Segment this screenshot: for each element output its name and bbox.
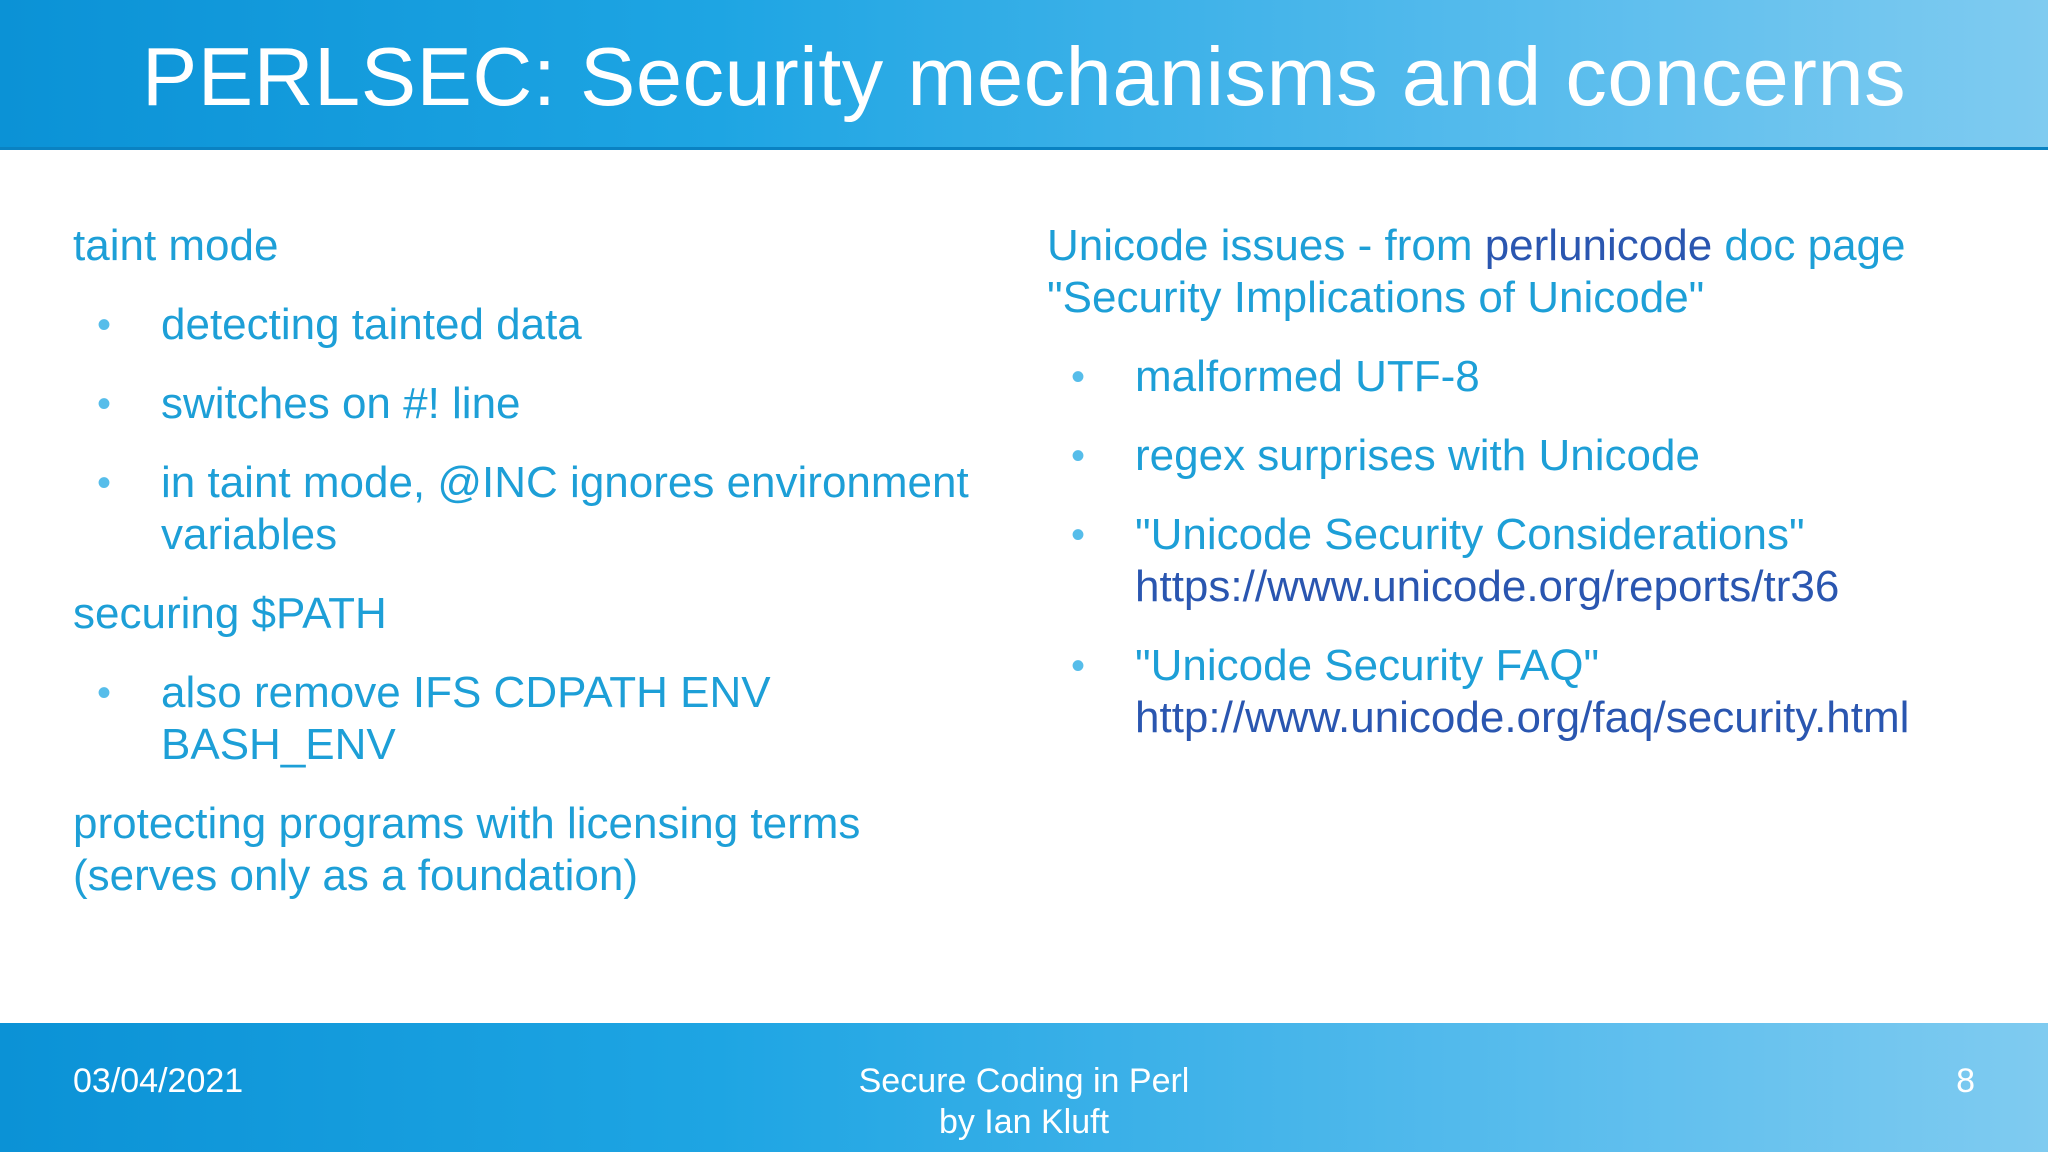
ref1-link[interactable]: https://www.unicode.org/reports/tr36 <box>1135 562 1840 611</box>
securing-path-bullet-list <box>73 667 973 771</box>
bullet-icon: • <box>97 303 112 347</box>
list-item <box>1047 640 2007 744</box>
list-item <box>1047 509 2007 613</box>
perlunicode-link[interactable]: perlunicode <box>1484 221 1713 270</box>
unicode-intro-prefix: Unicode issues - from <box>1047 221 1485 270</box>
footer-date: 03/04/2021 <box>73 1062 244 1100</box>
list-item <box>73 667 973 771</box>
right-column <box>1047 220 2007 771</box>
unicode-bullet-list <box>1047 351 2007 744</box>
unicode-intro <box>1047 220 2007 324</box>
page-number: 8 <box>1956 1062 1975 1100</box>
ref1-title: "Unicode Security Considerations" <box>1135 510 1805 559</box>
ref2-link[interactable]: http://www.unicode.org/faq/security.html <box>1135 693 1910 742</box>
list-item-text: detecting tainted data <box>161 300 582 349</box>
bullet-icon: • <box>1071 513 1086 557</box>
list-item <box>73 378 973 430</box>
list-item <box>1047 351 2007 403</box>
taint-mode-bullet-list <box>73 299 973 561</box>
unicode-intro-suffix: doc page <box>1712 221 1906 270</box>
footer-author: by Ian Kluft <box>938 1103 1110 1141</box>
bullet-icon: • <box>1071 355 1086 399</box>
list-item-text: in taint mode, @INC ignores environment variables <box>161 458 969 559</box>
taint-mode-heading: taint mode <box>73 221 279 270</box>
list-item-text: switches on #! line <box>161 379 521 428</box>
bullet-icon: • <box>97 671 112 715</box>
unicode-intro-line2: "Security Implications of Unicode" <box>1047 273 1705 322</box>
ref2-title: "Unicode Security FAQ" <box>1135 641 1600 690</box>
footer-center <box>624 1061 1424 1143</box>
list-item <box>73 299 973 351</box>
footer-talk-title: Secure Coding in Perl <box>858 1062 1190 1100</box>
bullet-icon: • <box>1071 644 1086 688</box>
bullet-icon: • <box>97 461 112 505</box>
list-item-text: also remove IFS CDPATH ENV BASH_ENV <box>161 668 771 769</box>
footer-bar <box>0 1023 2048 1152</box>
left-column <box>73 220 973 929</box>
list-item <box>1047 430 2007 482</box>
list-item <box>73 457 973 561</box>
list-item-text: malformed UTF-8 <box>1135 352 1480 401</box>
securing-path-heading: securing $PATH <box>73 589 387 638</box>
licensing-paragraph: protecting programs with licensing terms (serves only as a foundation) <box>73 799 861 900</box>
slide-title: PERLSEC: Security mechanisms and concerns <box>141 30 1907 123</box>
bullet-icon: • <box>97 382 112 426</box>
list-item-text: regex surprises with Unicode <box>1135 431 1700 480</box>
bullet-icon: • <box>1071 434 1086 478</box>
